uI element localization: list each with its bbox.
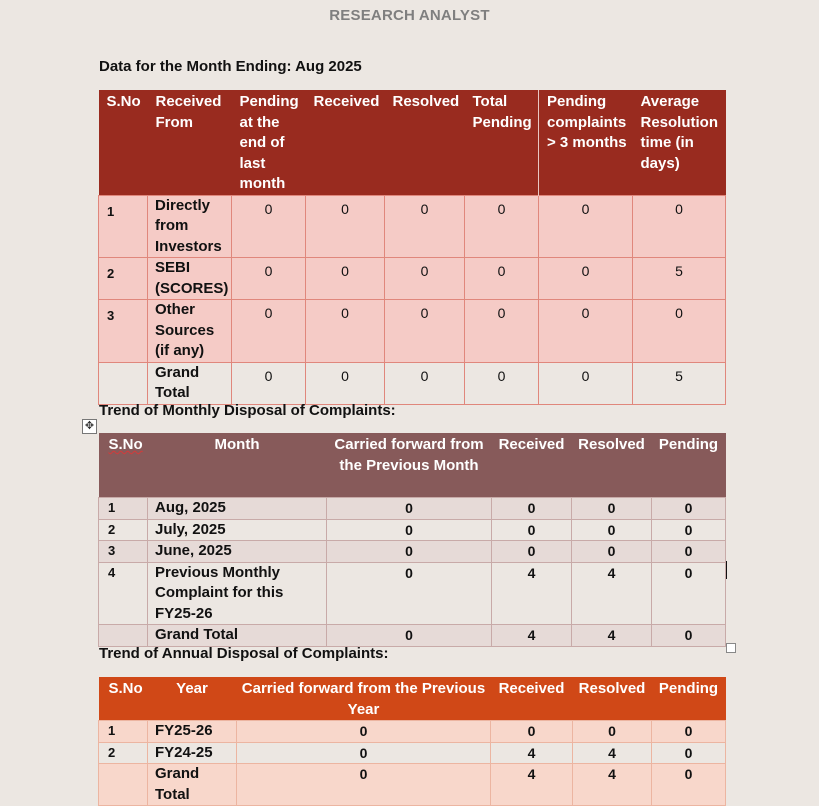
header-resolved: Resolved — [572, 433, 652, 498]
value-cell: 4 — [573, 764, 652, 806]
year-cell: Grand Total — [148, 764, 237, 806]
value-cell: 0 — [539, 300, 633, 363]
table-row — [99, 562, 726, 625]
grand-total-row — [99, 362, 726, 404]
move-cross-icon[interactable]: ✥ — [82, 419, 97, 434]
header-avg-resolution: Average Resolution time (in days) — [633, 90, 726, 195]
header-resolved: Resolved — [385, 90, 465, 195]
value-cell: 0 — [465, 362, 539, 404]
value-cell: 0 — [232, 195, 306, 258]
value-cell: 0 — [652, 721, 726, 743]
value-cell: 0 — [573, 721, 652, 743]
value-cell: 0 — [385, 195, 465, 258]
table-header-row — [99, 90, 726, 195]
value-cell: 0 — [492, 541, 572, 563]
value-cell: 0 — [539, 362, 633, 404]
header-pending-3-months: Pending complaints > 3 months — [539, 90, 633, 195]
value-cell: 0 — [539, 258, 633, 300]
sno-cell: 1 — [99, 498, 148, 520]
value-cell: 0 — [652, 764, 726, 806]
header-sno-text: S.No — [108, 436, 143, 453]
grand-total-row — [99, 764, 726, 806]
table-row — [99, 742, 726, 764]
sno-cell — [99, 625, 148, 647]
sno-cell — [99, 764, 148, 806]
value-cell: 0 — [232, 258, 306, 300]
value-cell: 0 — [491, 721, 573, 743]
value-cell: 0 — [652, 562, 726, 625]
month-cell: June, 2025 — [148, 541, 327, 563]
source-cell: Other Sources (if any) — [148, 300, 232, 363]
value-cell: 0 — [232, 362, 306, 404]
value-cell: 0 — [652, 498, 726, 520]
trend-monthly-heading: Trend of Monthly Disposal of Complaints: — [99, 402, 396, 419]
value-cell: 0 — [539, 195, 633, 258]
complaints-summary-table — [98, 90, 726, 405]
value-cell: 0 — [572, 541, 652, 563]
header-received: Received — [491, 677, 573, 721]
value-cell: 0 — [385, 258, 465, 300]
text-cursor — [726, 561, 727, 579]
value-cell: 0 — [652, 519, 726, 541]
value-cell: 0 — [327, 625, 492, 647]
month-cell: July, 2025 — [148, 519, 327, 541]
header-year: Year — [148, 677, 237, 721]
sno-cell: 2 — [99, 742, 148, 764]
value-cell: 0 — [306, 195, 385, 258]
table-row — [99, 258, 726, 300]
value-cell: 0 — [237, 721, 491, 743]
trend-annual-heading: Trend of Annual Disposal of Complaints: — [99, 645, 389, 662]
value-cell: 0 — [237, 764, 491, 806]
value-cell: 0 — [385, 362, 465, 404]
month-cell: Aug, 2025 — [148, 498, 327, 520]
value-cell: 0 — [232, 300, 306, 363]
header-received: Received — [306, 90, 385, 195]
source-cell: Directly from Investors — [148, 195, 232, 258]
page-title: RESEARCH ANALYST — [329, 7, 490, 24]
table-row — [99, 300, 726, 363]
value-cell: 0 — [633, 195, 726, 258]
value-cell: 4 — [491, 742, 573, 764]
table-header-row — [99, 677, 726, 721]
value-cell: 0 — [306, 362, 385, 404]
value-cell: 4 — [572, 562, 652, 625]
value-cell: 0 — [652, 742, 726, 764]
value-cell: 0 — [492, 498, 572, 520]
sno-cell: 4 — [99, 562, 148, 625]
value-cell: 4 — [492, 625, 572, 647]
header-pending: Pending — [652, 677, 726, 721]
table-resize-handle[interactable] — [726, 643, 736, 653]
header-resolved: Resolved — [573, 677, 652, 721]
table-row — [99, 195, 726, 258]
sno-cell: 2 — [99, 519, 148, 541]
sno-cell: 3 — [99, 300, 148, 363]
sno-cell: 1 — [99, 721, 148, 743]
year-cell: FY25-26 — [148, 721, 237, 743]
value-cell: 0 — [385, 300, 465, 363]
grand-total-row — [99, 625, 726, 647]
table-row — [99, 541, 726, 563]
value-cell: 4 — [573, 742, 652, 764]
header-received-from: Received From — [148, 90, 232, 195]
sno-cell: 2 — [99, 258, 148, 300]
source-cell: Grand Total — [148, 362, 232, 404]
header-sno: S.No — [99, 90, 148, 195]
value-cell: 0 — [465, 300, 539, 363]
value-cell: 0 — [492, 519, 572, 541]
value-cell: 4 — [572, 625, 652, 647]
sno-cell: 3 — [99, 541, 148, 563]
annual-disposal-table — [98, 677, 726, 806]
table-row — [99, 519, 726, 541]
month-cell: Previous Monthly Complaint for this FY25-26 — [148, 562, 327, 625]
year-cell: FY24-25 — [148, 742, 237, 764]
header-received: Received — [492, 433, 572, 498]
table-row — [99, 721, 726, 743]
value-cell: 0 — [633, 300, 726, 363]
value-cell: 0 — [306, 258, 385, 300]
month-cell: Grand Total — [148, 625, 327, 647]
value-cell: 0 — [572, 519, 652, 541]
month-ending-line: Data for the Month Ending: Aug 2025 — [99, 58, 362, 75]
value-cell: 0 — [327, 498, 492, 520]
value-cell: 0 — [327, 519, 492, 541]
value-cell: 5 — [633, 362, 726, 404]
value-cell: 4 — [492, 562, 572, 625]
table-row — [99, 498, 726, 520]
header-sno: S.No — [99, 677, 148, 721]
header-month: Month — [148, 433, 327, 498]
header-pending-last-month: Pending at the end of last month — [232, 90, 306, 195]
sno-cell: 1 — [99, 195, 148, 258]
header-carried-forward: Carried forward from the Previous Year — [237, 677, 491, 721]
value-cell: 0 — [327, 541, 492, 563]
header-pending: Pending — [652, 433, 726, 498]
source-cell: SEBI (SCORES) — [148, 258, 232, 300]
table-header-row — [99, 433, 726, 498]
monthly-disposal-table — [98, 433, 726, 647]
value-cell: 0 — [237, 742, 491, 764]
header-carried-forward: Carried forward from the Previous Month — [327, 433, 492, 498]
value-cell: 5 — [633, 258, 726, 300]
value-cell: 0 — [465, 195, 539, 258]
value-cell: 4 — [491, 764, 573, 806]
sno-cell — [99, 362, 148, 404]
value-cell: 0 — [327, 562, 492, 625]
value-cell: 0 — [652, 625, 726, 647]
value-cell: 0 — [572, 498, 652, 520]
header-total-pending: Total Pending — [465, 90, 539, 195]
value-cell: 0 — [465, 258, 539, 300]
header-sno — [99, 433, 148, 498]
value-cell: 0 — [306, 300, 385, 363]
value-cell: 0 — [652, 541, 726, 563]
